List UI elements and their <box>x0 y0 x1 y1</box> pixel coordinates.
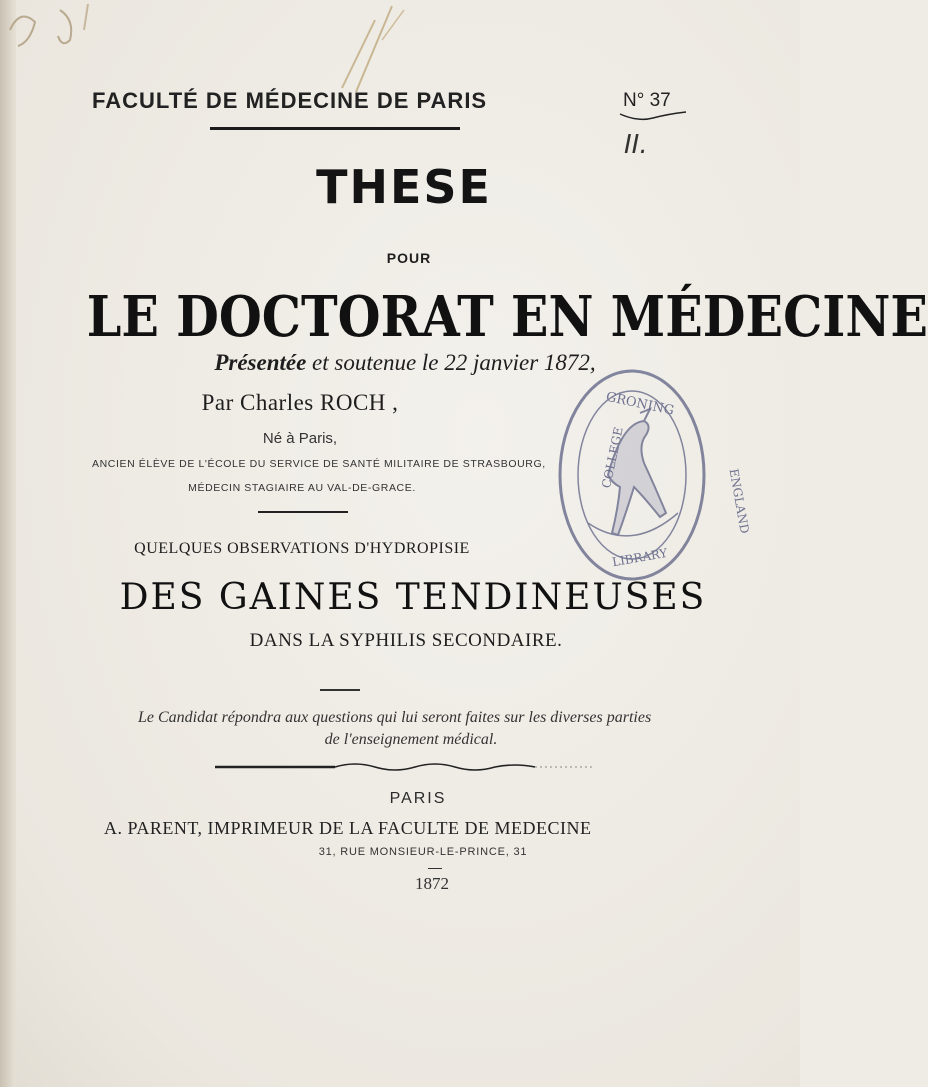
imprint-city: PARIS <box>389 790 447 807</box>
stamp-text-top: GRONING <box>604 389 676 419</box>
thesis-number: N° 37 <box>623 90 671 111</box>
presentation-prefix: Présentée <box>214 350 307 375</box>
faculty-heading: FACULTÉ DE MÉDECINE DE PARIS <box>92 88 488 113</box>
author-former-school: ANCIEN ÉLÈVE DE L'ÉCOLE DU SERVICE DE SANTÉ MILITAIRE DE STRASBOURG, <box>92 458 546 470</box>
candidate-notice-line-2: de l'enseignement médical. <box>324 731 498 748</box>
author-position: MÉDECIN STAGIAIRE AU VAL-DE-GRACE. <box>188 482 416 494</box>
year-divider <box>428 868 442 869</box>
stamp-text-left: COLLEGE <box>599 425 626 490</box>
handwritten-numeral: II. <box>624 130 648 160</box>
presentation-middle: et soutenue le <box>312 350 439 375</box>
thesis-title: THESE <box>316 160 492 214</box>
author-name: Par Charles ROCH , <box>201 390 399 415</box>
pour-label: POUR <box>386 250 432 266</box>
subject-line-2: DES GAINES TENDINEUSES <box>119 577 707 618</box>
stamp-text-right: ENGLAND <box>726 467 752 535</box>
subject-line-3: DANS LA SYPHILIS SECONDAIRE. <box>249 630 563 651</box>
author-birthplace: Né à Paris, <box>262 430 338 447</box>
short-divider <box>320 689 360 691</box>
header-rule <box>210 127 460 130</box>
imprint-printer: A. PARENT, IMPRIMEUR DE LA FACULTE DE MEDECINE <box>104 818 592 838</box>
number-underline-flourish <box>618 110 688 124</box>
imprint-address: 31, RUE MONSIEUR-LE-PRINCE, 31 <box>318 846 528 858</box>
ornamental-rule <box>215 760 595 774</box>
subject-line-1: QUELQUES OBSERVATIONS D'HYDROPISIE <box>134 540 470 557</box>
degree-title: LE DOCTORAT EN MÉDECINE <box>86 284 928 350</box>
stamp-text-bottom: LIBRARY <box>611 545 669 570</box>
section-divider <box>258 511 348 513</box>
candidate-notice-line-1: Le Candidat répondra aux questions qui lui seront faites sur les diverses parties <box>138 709 652 726</box>
imprint-year: 1872 <box>415 874 449 893</box>
library-stamp <box>548 363 752 585</box>
presentation-date: 22 janvier 1872, <box>444 350 596 375</box>
